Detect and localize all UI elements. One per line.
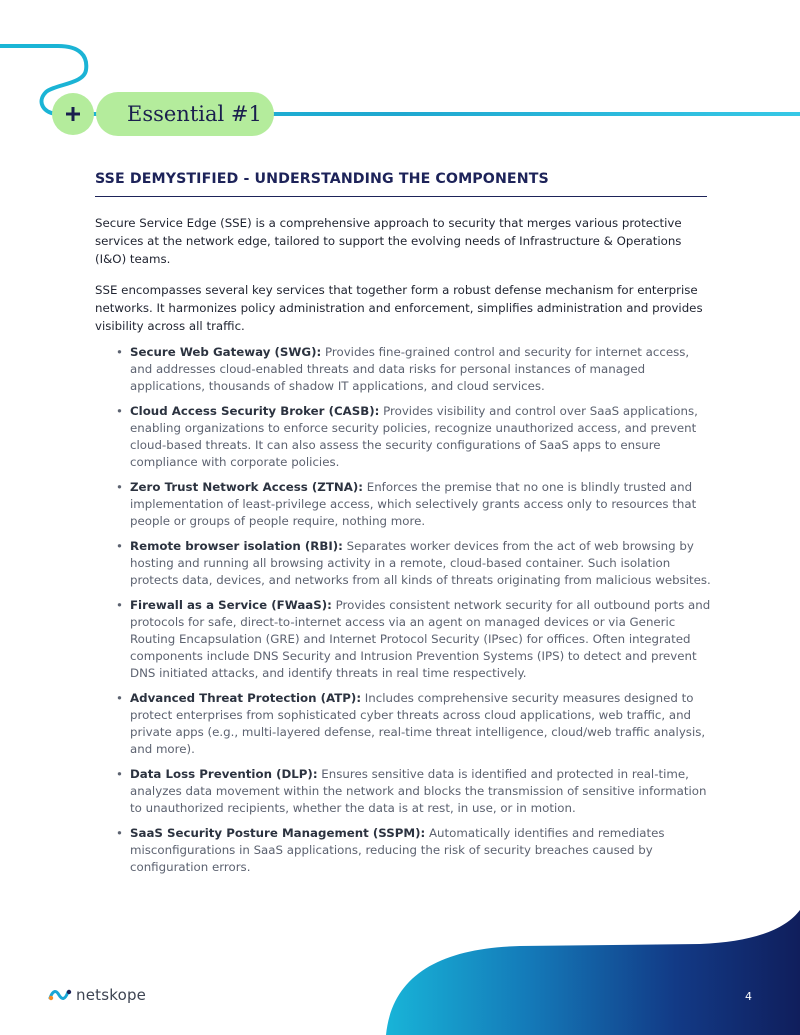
- list-item-atp: [116, 690, 711, 758]
- plus-icon: [65, 106, 81, 122]
- list-item-term: Firewall as a Service (FWaaS):: [130, 598, 332, 612]
- bullet-dot: •: [116, 826, 123, 840]
- bullet-dot: •: [116, 598, 123, 612]
- list-item-description: Provides visibility and control over SaaS applications, enabling organizations to enforce security policies, recognize unauthorized access, and prevent cloud-based threats. It can also assess the security configurations of SaaS apps to ensure compliance with corporate policies.: [130, 404, 698, 469]
- intro-paragraph: Secure Service Edge (SSE) is a comprehensive approach to security that merges various protective services at the network edge, tailored to support the evolving needs of Infrastructure & Operations (I&O) teams.: [95, 216, 682, 266]
- bullet-dot: •: [116, 691, 123, 705]
- list-item-description: Ensures sensitive data is identified and protected in real-time, analyzes data movement within the network and blocks the transmission of sensitive information to unauthorized recipients, whether the data is at rest, in use, or in motion.: [130, 767, 707, 815]
- sse-components-list: [116, 344, 711, 884]
- bullet-dot: •: [116, 480, 123, 494]
- logo-wordmark: netskope: [76, 986, 147, 1004]
- netskope-logo: [48, 986, 146, 1004]
- list-item-ztna: [116, 479, 711, 530]
- list-item-fwaas: [116, 597, 711, 682]
- badge-plus-circle: [52, 93, 94, 135]
- list-item-dlp: [116, 766, 711, 817]
- list-item-swg: [116, 344, 711, 395]
- list-item-term: Data Loss Prevention (DLP):: [130, 767, 318, 781]
- page-number: 4: [745, 990, 752, 1003]
- bullet-dot: •: [116, 767, 123, 781]
- list-item-sspm: [116, 825, 711, 876]
- list-item-rbi: [116, 538, 711, 589]
- list-item-term: Remote browser isolation (RBI):: [130, 539, 343, 553]
- list-item-description: Provides consistent network security for all outbound ports and protocols for safe, direct-to-internet access via an agent on managed devices or via Generic Routing Encapsulation (GRE) and Internet Protocol Security (IPsec) for offices. Often integrated components include DNS Security and Intrusion Prevention Systems (IPS) to detect and prevent DNS initiated attacks, and identify threats in real time respectively.: [130, 598, 711, 680]
- title-divider: [95, 196, 707, 197]
- list-item-term: SaaS Security Posture Management (SSPM):: [130, 826, 426, 840]
- list-item-term: Cloud Access Security Broker (CASB):: [130, 404, 380, 418]
- list-item-description: Separates worker devices from the act of web browsing by hosting and running all browsing activity in a remote, cloud-based container. Such isolation protects data, devices, and networks from all kinds of threats originating from malicious websites.: [130, 539, 711, 587]
- list-item-description: Automatically identifies and remediates misconfigurations in SaaS applications, reducing the risk of security breaches caused by configuration errors.: [130, 826, 665, 874]
- list-item-description: Enforces the premise that no one is blindly trusted and implementation of least-privilege access, which selectively grants access only to resources that people or groups of people require, nothing more.: [130, 480, 697, 528]
- list-item-casb: [116, 403, 711, 471]
- services-paragraph: SSE encompasses several key services that together form a robust defense mechanism for enterprise networks. It harmonizes policy administration and enforcement, simplifies administration and provides visibility across all traffic.: [95, 283, 703, 333]
- list-item-term: Secure Web Gateway (SWG):: [130, 345, 322, 359]
- bullet-dot: •: [116, 539, 123, 553]
- list-item-description: Includes comprehensive security measures designed to protect enterprises from sophisticated cyber threats across cloud applications, web traffic, and private apps (e.g., multi-layered defense, real-time threat intelligence, cloud/web traffic analysis, and more).: [130, 691, 706, 756]
- bullet-dot: •: [116, 345, 123, 359]
- list-item-description: Provides fine-grained control and security for internet access, and addresses cloud-enabled threats and data risks for personal instances of managed applications, thousands of shadow IT applications, and cloud services.: [130, 345, 690, 393]
- bullet-dot: •: [116, 404, 123, 418]
- section-title: SSE DEMYSTIFIED - UNDERSTANDING THE COMPONENTS: [95, 171, 549, 187]
- footer-wave-decoration: [0, 900, 800, 1035]
- essential-badge-label: Essential #1: [127, 102, 262, 126]
- list-item-term: Advanced Threat Protection (ATP):: [130, 691, 362, 705]
- netskope-logo-icon: [48, 988, 72, 1002]
- list-item-term: Zero Trust Network Access (ZTNA):: [130, 480, 363, 494]
